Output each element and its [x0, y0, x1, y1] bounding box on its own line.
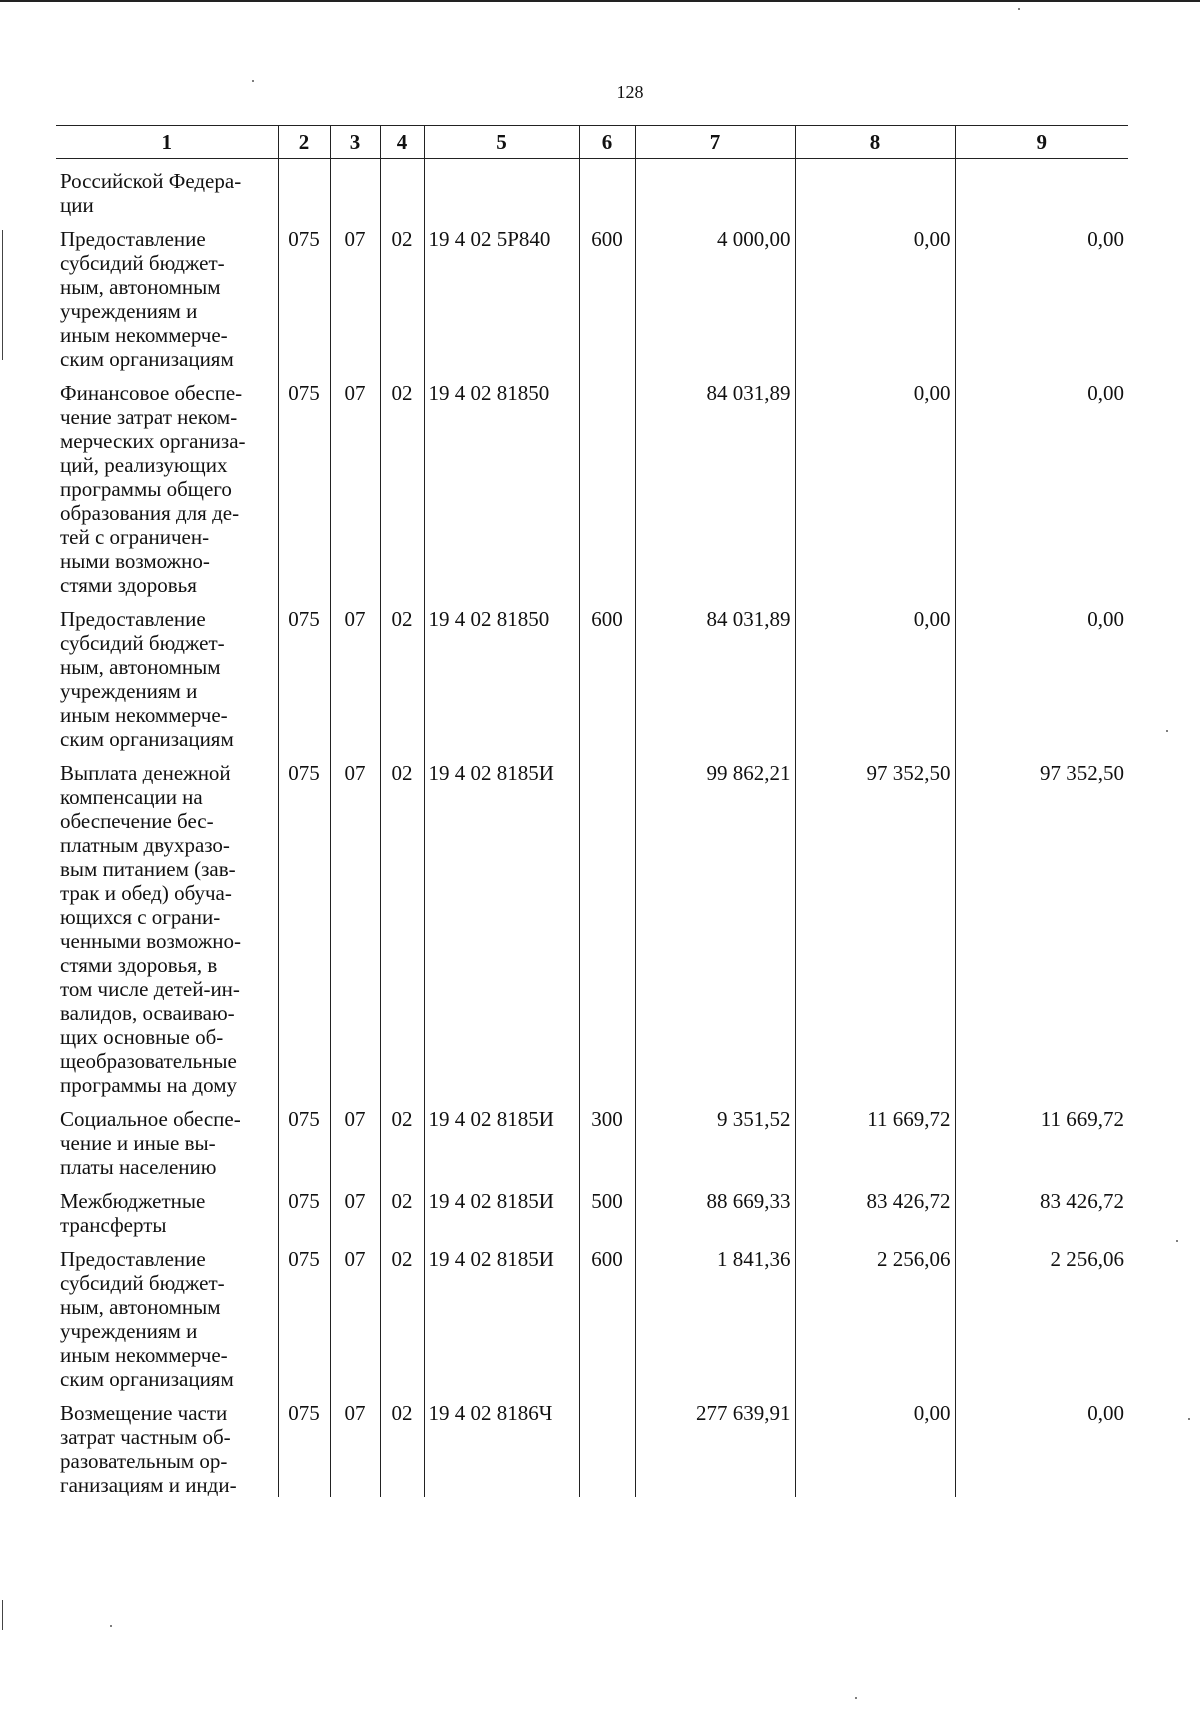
row-name: Предоставление субсидий бюджет- ным, автономным учреждениям и иным некоммерче- ским организациям [60, 1247, 234, 1391]
row-name: Социальное обеспе- чение и иные вы- платы населению [60, 1107, 241, 1179]
cell-col-5: 19 4 02 81850 [424, 381, 579, 597]
cell-col-3: 07 [330, 1401, 380, 1497]
cell-col-6 [579, 381, 635, 597]
table-row [56, 761, 1128, 1097]
header-col-8: 8 [795, 126, 955, 159]
page-number: 128 [616, 82, 644, 102]
scan-speck [1018, 8, 1020, 10]
table-row [56, 227, 1128, 371]
cell-col-9: 11 669,72 [955, 1107, 1128, 1179]
row-name: Выплата денежной компенсации на обеспечение бес- платным двухразо- вым питанием (зав- трак и обед) обуча- ющихся с ограни- ченными возможно- стями здоровья, в том числе детей-ин- валидов, осваиваю- щих основные об- щеобразовательные программы на дому [60, 761, 242, 1097]
cell-col-8 [795, 169, 955, 217]
table-header-row [56, 126, 1128, 159]
table-row [56, 1401, 1128, 1497]
table-row [56, 169, 1128, 217]
cell-col-8: 0,00 [795, 381, 955, 597]
cell-col-4: 02 [380, 381, 424, 597]
left-edge-mark [2, 1600, 3, 1630]
scan-speck [252, 80, 254, 82]
cell-col-2: 075 [278, 1401, 330, 1497]
cell-col-4: 02 [380, 1107, 424, 1179]
cell-col-7: 277 639,91 [635, 1401, 795, 1497]
top-edge-rule [0, 0, 1200, 2]
cell-col-4 [380, 169, 424, 217]
cell-col-8: 0,00 [795, 1401, 955, 1497]
cell-col-7: 99 862,21 [635, 761, 795, 1097]
cell-col-5: 19 4 02 8185И [424, 1189, 579, 1237]
cell-col-7 [635, 169, 795, 217]
cell-col-2: 075 [278, 607, 330, 751]
cell-col-2: 075 [278, 1107, 330, 1179]
scan-speck [1176, 1240, 1178, 1242]
cell-col-2: 075 [278, 1189, 330, 1237]
cell-col-7: 4 000,00 [635, 227, 795, 371]
cell-col-6: 300 [579, 1107, 635, 1179]
header-col-2: 2 [278, 126, 330, 159]
cell-col-8: 97 352,50 [795, 761, 955, 1097]
cell-col-9: 83 426,72 [955, 1189, 1128, 1237]
cell-col-8: 11 669,72 [795, 1107, 955, 1179]
cell-col-3: 07 [330, 381, 380, 597]
cell-col-8: 0,00 [795, 607, 955, 751]
cell-col-7: 9 351,52 [635, 1107, 795, 1179]
cell-col-7: 88 669,33 [635, 1189, 795, 1237]
cell-col-5: 19 4 02 81850 [424, 607, 579, 751]
cell-col-4: 02 [380, 1189, 424, 1237]
row-name: Межбюджетные трансферты [60, 1189, 206, 1237]
cell-col-5 [424, 169, 579, 217]
row-name: Предоставление субсидий бюджет- ным, автономным учреждениям и иным некоммерче- ским организациям [60, 607, 234, 751]
header-col-5: 5 [424, 126, 579, 159]
cell-col-8: 0,00 [795, 227, 955, 371]
cell-col-3: 07 [330, 1247, 380, 1391]
cell-col-3: 07 [330, 607, 380, 751]
header-col-1: 1 [56, 126, 278, 159]
cell-col-3: 07 [330, 1107, 380, 1179]
cell-col-3: 07 [330, 1189, 380, 1237]
cell-col-4: 02 [380, 1401, 424, 1497]
cell-col-4: 02 [380, 761, 424, 1097]
table-row [56, 1247, 1128, 1391]
cell-col-6 [579, 169, 635, 217]
cell-col-9: 2 256,06 [955, 1247, 1128, 1391]
cell-col-3: 07 [330, 761, 380, 1097]
cell-col-2 [278, 169, 330, 217]
table-row [56, 381, 1128, 597]
table-row [56, 1189, 1128, 1237]
cell-col-2: 075 [278, 381, 330, 597]
cell-col-5: 19 4 02 8186Ч [424, 1401, 579, 1497]
cell-col-7: 1 841,36 [635, 1247, 795, 1391]
cell-col-4: 02 [380, 607, 424, 751]
cell-col-9: 97 352,50 [955, 761, 1128, 1097]
cell-col-2: 075 [278, 227, 330, 371]
cell-col-6: 500 [579, 1189, 635, 1237]
table-row [56, 607, 1128, 751]
header-col-4: 4 [380, 126, 424, 159]
cell-col-6: 600 [579, 227, 635, 371]
cell-col-8: 2 256,06 [795, 1247, 955, 1391]
cell-col-8: 83 426,72 [795, 1189, 955, 1237]
row-name: Финансовое обеспе- чение затрат неком- мерческих организа- ций, реализующих программы общего образования для де- тей с ограничен- ными возможно- стями здоровья [60, 381, 246, 597]
row-name: Предоставление субсидий бюджет- ным, автономным учреждениям и иным некоммерче- ским организациям [60, 227, 234, 371]
header-col-3: 3 [330, 126, 380, 159]
cell-col-3 [330, 169, 380, 217]
cell-col-5: 19 4 02 8185И [424, 761, 579, 1097]
cell-col-3: 07 [330, 227, 380, 371]
scan-speck [1166, 730, 1168, 732]
cell-col-4: 02 [380, 1247, 424, 1391]
cell-col-5: 19 4 02 8185И [424, 1247, 579, 1391]
left-edge-mark [2, 230, 3, 360]
row-name: Российской Федера- ции [60, 169, 242, 217]
cell-col-9: 0,00 [955, 607, 1128, 751]
cell-col-6: 600 [579, 1247, 635, 1391]
cell-col-6 [579, 761, 635, 1097]
header-col-6: 6 [579, 126, 635, 159]
cell-col-9: 0,00 [955, 1401, 1128, 1497]
cell-col-9: 0,00 [955, 381, 1128, 597]
cell-col-6 [579, 1401, 635, 1497]
cell-col-5: 19 4 02 5P840 [424, 227, 579, 371]
cell-col-2: 075 [278, 761, 330, 1097]
scan-speck [855, 1697, 857, 1699]
cell-col-7: 84 031,89 [635, 607, 795, 751]
budget-table [56, 125, 1128, 1497]
cell-col-4: 02 [380, 227, 424, 371]
cell-col-5: 19 4 02 8185И [424, 1107, 579, 1179]
cell-col-2: 075 [278, 1247, 330, 1391]
scan-speck [1188, 1418, 1190, 1420]
cell-col-9 [955, 169, 1128, 217]
scan-speck [110, 1625, 112, 1627]
row-name: Возмещение части затрат частным об- разовательным ор- ганизациям и инди- [60, 1401, 237, 1497]
table-row [56, 1107, 1128, 1179]
cell-col-9: 0,00 [955, 227, 1128, 371]
cell-col-7: 84 031,89 [635, 381, 795, 597]
header-col-9: 9 [955, 126, 1128, 159]
cell-col-6: 600 [579, 607, 635, 751]
header-col-7: 7 [635, 126, 795, 159]
